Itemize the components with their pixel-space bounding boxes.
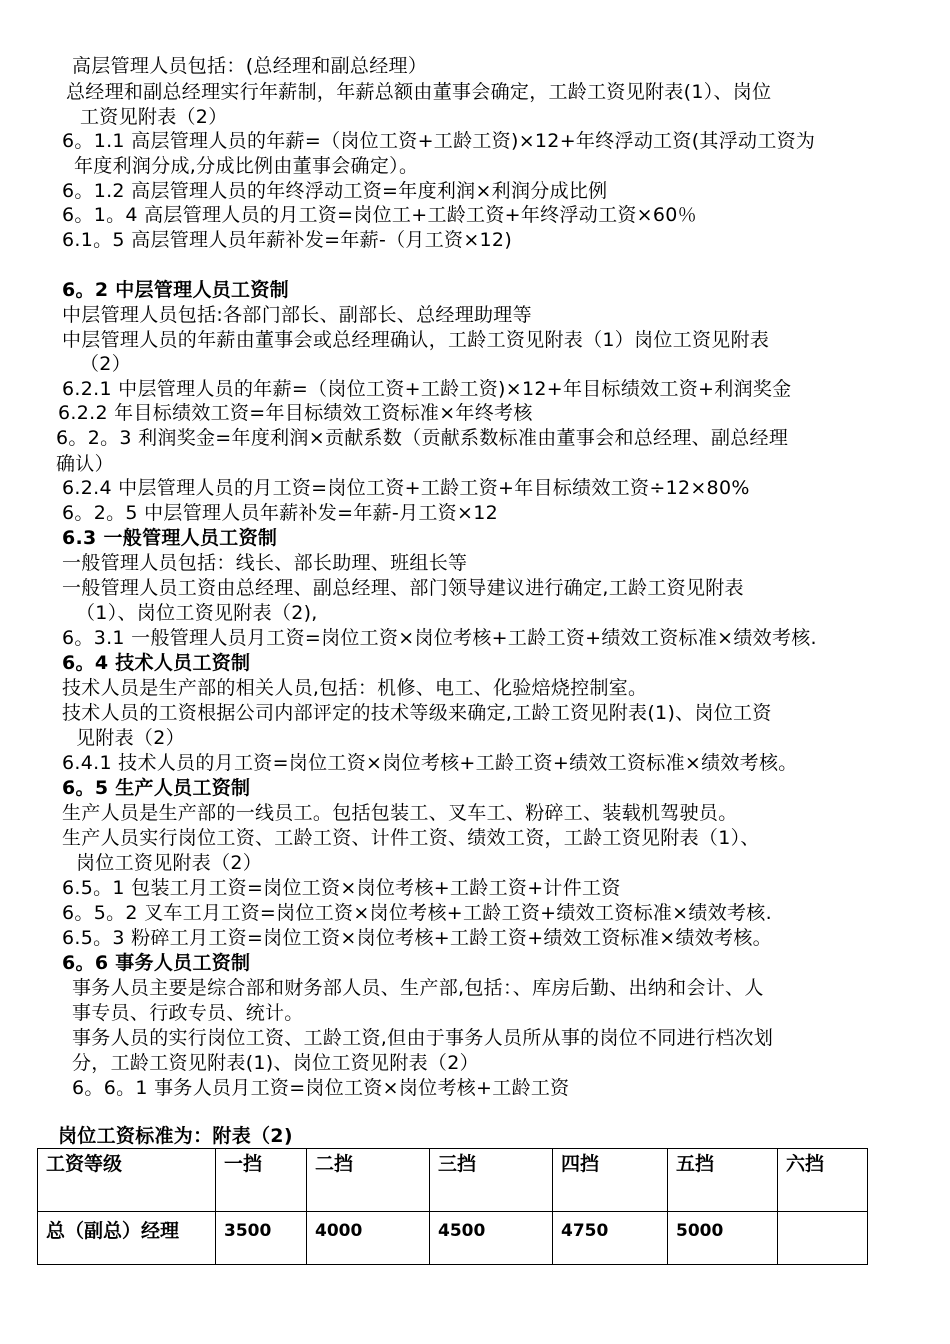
header-cell-tier-2: 二挡 <box>307 1149 430 1212</box>
table-cell <box>778 1212 868 1265</box>
text-line: （2） <box>80 353 131 375</box>
text-line: 6。2。5 中层管理人员年薪补发=年薪-月工资×12 <box>62 502 498 524</box>
text-line: 技术人员是生产部的相关人员,包括：机修、电工、化验焙烧控制室。 <box>62 677 648 699</box>
table-cell: 5000 <box>668 1212 778 1265</box>
text-line: 一般管理人员工资由总经理、副总经理、部门领导建议进行确定,工龄工资见附表 <box>62 577 744 599</box>
section-heading: 6。2 中层管理人员工资制 <box>62 279 289 301</box>
row-label-cell: 总（副总）经理 <box>38 1212 216 1265</box>
text-line: 6.4.1 技术人员的月工资=岗位工资×岗位考核+工龄工资+绩效工资标准×绩效考核。 <box>62 752 798 774</box>
header-cell-grade: 工资等级 <box>38 1149 216 1212</box>
text-line: 6.2.4 中层管理人员的月工资=岗位工资+工龄工资+年目标绩效工资÷12×80% <box>62 477 750 499</box>
text-line: （1）、岗位工资见附表（2), <box>76 602 318 624</box>
text-line: 6。3.1 一般管理人员月工资=岗位工资×岗位考核+工龄工资+绩效工资标准×绩效考核. <box>62 627 817 649</box>
header-cell-tier-6: 六挡 <box>778 1149 868 1212</box>
table-cell: 4750 <box>553 1212 668 1265</box>
text-line: 岗位工资见附表（2） <box>76 852 263 874</box>
text-line: 事专员、行政专员、统计。 <box>72 1002 304 1024</box>
text-line: 事务人员的实行岗位工资、工龄工资,但由于事务人员所从事的岗位不同进行档次划 <box>72 1027 774 1049</box>
text-line: 高层管理人员包括：(总经理和副总经理） <box>72 55 428 77</box>
text-line: 6.5。1 包装工月工资=岗位工资×岗位考核+工龄工资+计件工资 <box>62 877 621 899</box>
text-line: 6.5。3 粉碎工月工资=岗位工资×岗位考核+工龄工资+绩效工资标准×绩效考核。 <box>62 927 772 949</box>
text-line: 中层管理人员包括:各部门部长、副部长、总经理助理等 <box>62 304 532 326</box>
header-cell-tier-4: 四挡 <box>553 1149 668 1212</box>
table-cell: 4500 <box>430 1212 553 1265</box>
text-line: 6。1.1 高层管理人员的年薪=（岗位工资+工龄工资)×12+年终浮动工资(其浮动工资为 <box>62 130 816 152</box>
table-caption: 岗位工资标准为：附表（2) <box>58 1125 293 1147</box>
table-row <box>38 1212 868 1265</box>
text-line: 6.2.1 中层管理人员的年薪=（岗位工资+工龄工资)×12+年目标绩效工资+利润奖金 <box>62 378 792 400</box>
text-line: 技术人员的工资根据公司内部评定的技术等级来确定,工龄工资见附表(1)、岗位工资 <box>62 702 772 724</box>
section-heading: 6。6 事务人员工资制 <box>62 952 251 974</box>
text-line: 6.2.2 年目标绩效工资=年目标绩效工资标准×年终考核 <box>58 402 533 424</box>
section-heading: 6.3 一般管理人员工资制 <box>62 527 278 549</box>
table-header-row <box>38 1149 868 1212</box>
position-wage-table <box>37 1148 868 1265</box>
text-line: 确认） <box>56 453 114 475</box>
table-cell: 3500 <box>216 1212 307 1265</box>
text-line: 6。6。1 事务人员月工资=岗位工资×岗位考核+工龄工资 <box>72 1077 570 1099</box>
header-cell-tier-3: 三挡 <box>430 1149 553 1212</box>
text-line: 分，工龄工资见附表(1)、岗位工资见附表（2） <box>72 1052 479 1074</box>
text-line: 总经理和副总经理实行年薪制，年薪总额由董事会确定，工龄工资见附表(1）、岗位 <box>66 81 772 103</box>
text-line: 中层管理人员的年薪由董事会或总经理确认，工龄工资见附表（1）岗位工资见附表 <box>62 329 770 351</box>
text-line: 生产人员实行岗位工资、工龄工资、计件工资、绩效工资，工龄工资见附表（1）、 <box>62 827 760 849</box>
text-line: 生产人员是生产部的一线员工。包括包装工、叉车工、粉碎工、装载机驾驶员。 <box>62 802 738 824</box>
text-line: 6。1。4 高层管理人员的月工资=岗位工+工龄工资+年终浮动工资×60％ <box>62 204 697 226</box>
section-heading: 6。5 生产人员工资制 <box>62 777 251 799</box>
text-line: 6.1。5 高层管理人员年薪补发=年薪-（月工资×12) <box>62 229 513 251</box>
text-line: 事务人员主要是综合部和财务部人员、生产部,包括：、库房后勤、出纳和会计、人 <box>72 977 764 999</box>
header-cell-tier-1: 一挡 <box>216 1149 307 1212</box>
text-line: 6。1.2 高层管理人员的年终浮动工资=年度利润×利润分成比例 <box>62 180 608 202</box>
text-line: 6。2。3 利润奖金=年度利润×贡献系数（贡献系数标准由董事会和总经理、副总经理 <box>56 427 789 449</box>
header-cell-tier-5: 五挡 <box>668 1149 778 1212</box>
text-line: 见附表（2） <box>76 727 185 749</box>
table-cell: 4000 <box>307 1212 430 1265</box>
section-heading: 6。4 技术人员工资制 <box>62 652 251 674</box>
text-line: 一般管理人员包括：线长、部长助理、班组长等 <box>62 552 468 574</box>
text-line: 工资见附表（2） <box>80 106 228 128</box>
text-line: 年度利润分成,分成比例由董事会确定）。 <box>74 155 419 177</box>
text-line: 6。5。2 叉车工月工资=岗位工资×岗位考核+工龄工资+绩效工资标准×绩效考核. <box>62 902 772 924</box>
